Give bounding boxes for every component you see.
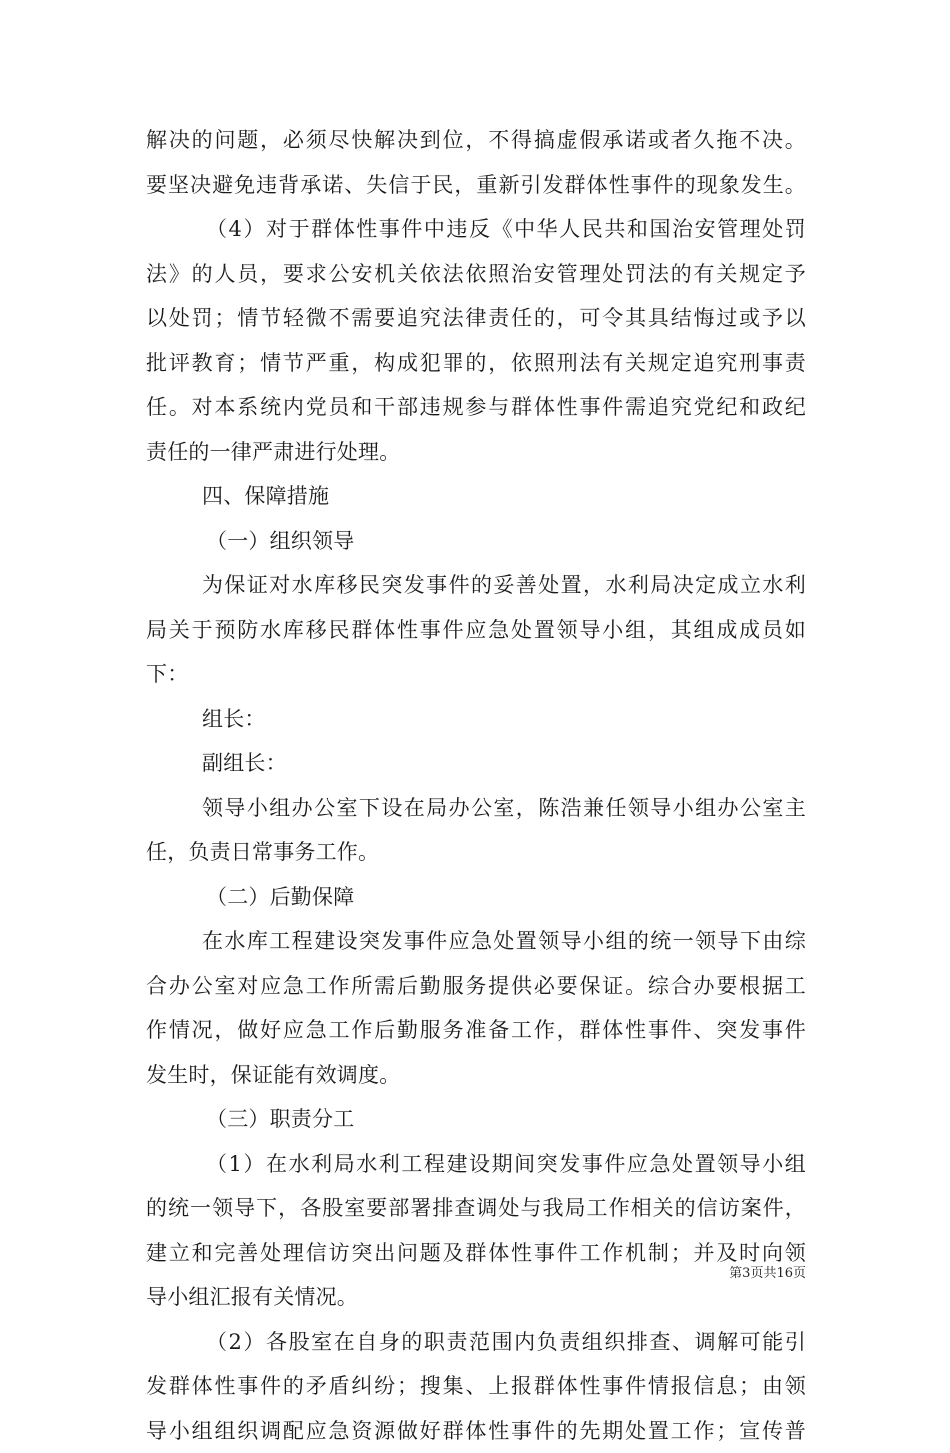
text-line: 的统一领导下，各股室要部署排查调处与我局工作相关的信访案件，: [146, 1186, 806, 1231]
text-line: 为保证对水库移民突发事件的妥善处置，水利局决定成立水利: [146, 563, 806, 608]
text-line: 批评教育；情节严重，构成犯罪的，依照刑法有关规定追究刑事责: [146, 341, 806, 386]
text-line: 建立和完善处理信访突出问题及群体性事件工作机制；并及时向领: [146, 1231, 806, 1276]
text-line: （4）对于群体性事件中违反《中华人民共和国治安管理处罚: [146, 207, 806, 252]
text-line: （1）在水利局水利工程建设期间突发事件应急处置领导小组: [146, 1142, 806, 1187]
text-line: 导小组组织调配应急资源做好群体性事件的先期处置工作；宣传普: [146, 1409, 806, 1453]
text-line: 领导小组办公室下设在局办公室，陈浩兼任领导小组办公室主: [146, 786, 806, 831]
text-line: （三）职责分工: [146, 1097, 806, 1142]
text-line: 作情况，做好应急工作后勤服务准备工作，群体性事件、突发事件: [146, 1008, 806, 1053]
text-line: 副组长：: [146, 741, 806, 786]
text-line: 四、保障措施: [146, 474, 806, 519]
text-line: 发生时，保证能有效调度。: [146, 1053, 806, 1098]
text-line: 下：: [146, 652, 806, 697]
text-line: （一）组织领导: [146, 519, 806, 564]
text-line: 在水库工程建设突发事件应急处置领导小组的统一领导下由综: [146, 919, 806, 964]
text-line: 任。对本系统内党员和干部违规参与群体性事件需追究党纪和政纪: [146, 385, 806, 430]
text-line: 局关于预防水库移民群体性事件应急处置领导小组，其组成成员如: [146, 608, 806, 653]
text-line: 以处罚；情节轻微不需要追究法律责任的，可令其具结悔过或予以: [146, 296, 806, 341]
text-line: 要坚决避免违背承诺、失信于民，重新引发群体性事件的现象发生。: [146, 163, 806, 208]
document-body: [146, 118, 806, 1453]
text-line: 责任的一律严肃进行处理。: [146, 430, 806, 475]
text-line: 合办公室对应急工作所需后勤服务提供必要保证。综合办要根据工: [146, 964, 806, 1009]
text-line: （2）各股室在自身的职责范围内负责组织排查、调解可能引: [146, 1320, 806, 1365]
text-line: 组长：: [146, 697, 806, 742]
page-number-footer: 第3页共16页: [0, 1262, 806, 1281]
text-line: 解决的问题，必须尽快解决到位，不得搞虚假承诺或者久拖不决。: [146, 118, 806, 163]
text-line: （二）后勤保障: [146, 875, 806, 920]
text-line: 导小组汇报有关情况。: [146, 1275, 806, 1320]
text-line: 任，负责日常事务工作。: [146, 830, 806, 875]
text-line: 法》的人员，要求公安机关依法依照治安管理处罚法的有关规定予: [146, 252, 806, 297]
text-line: 发群体性事件的矛盾纠纷；搜集、上报群体性事件情报信息；由领: [146, 1364, 806, 1409]
